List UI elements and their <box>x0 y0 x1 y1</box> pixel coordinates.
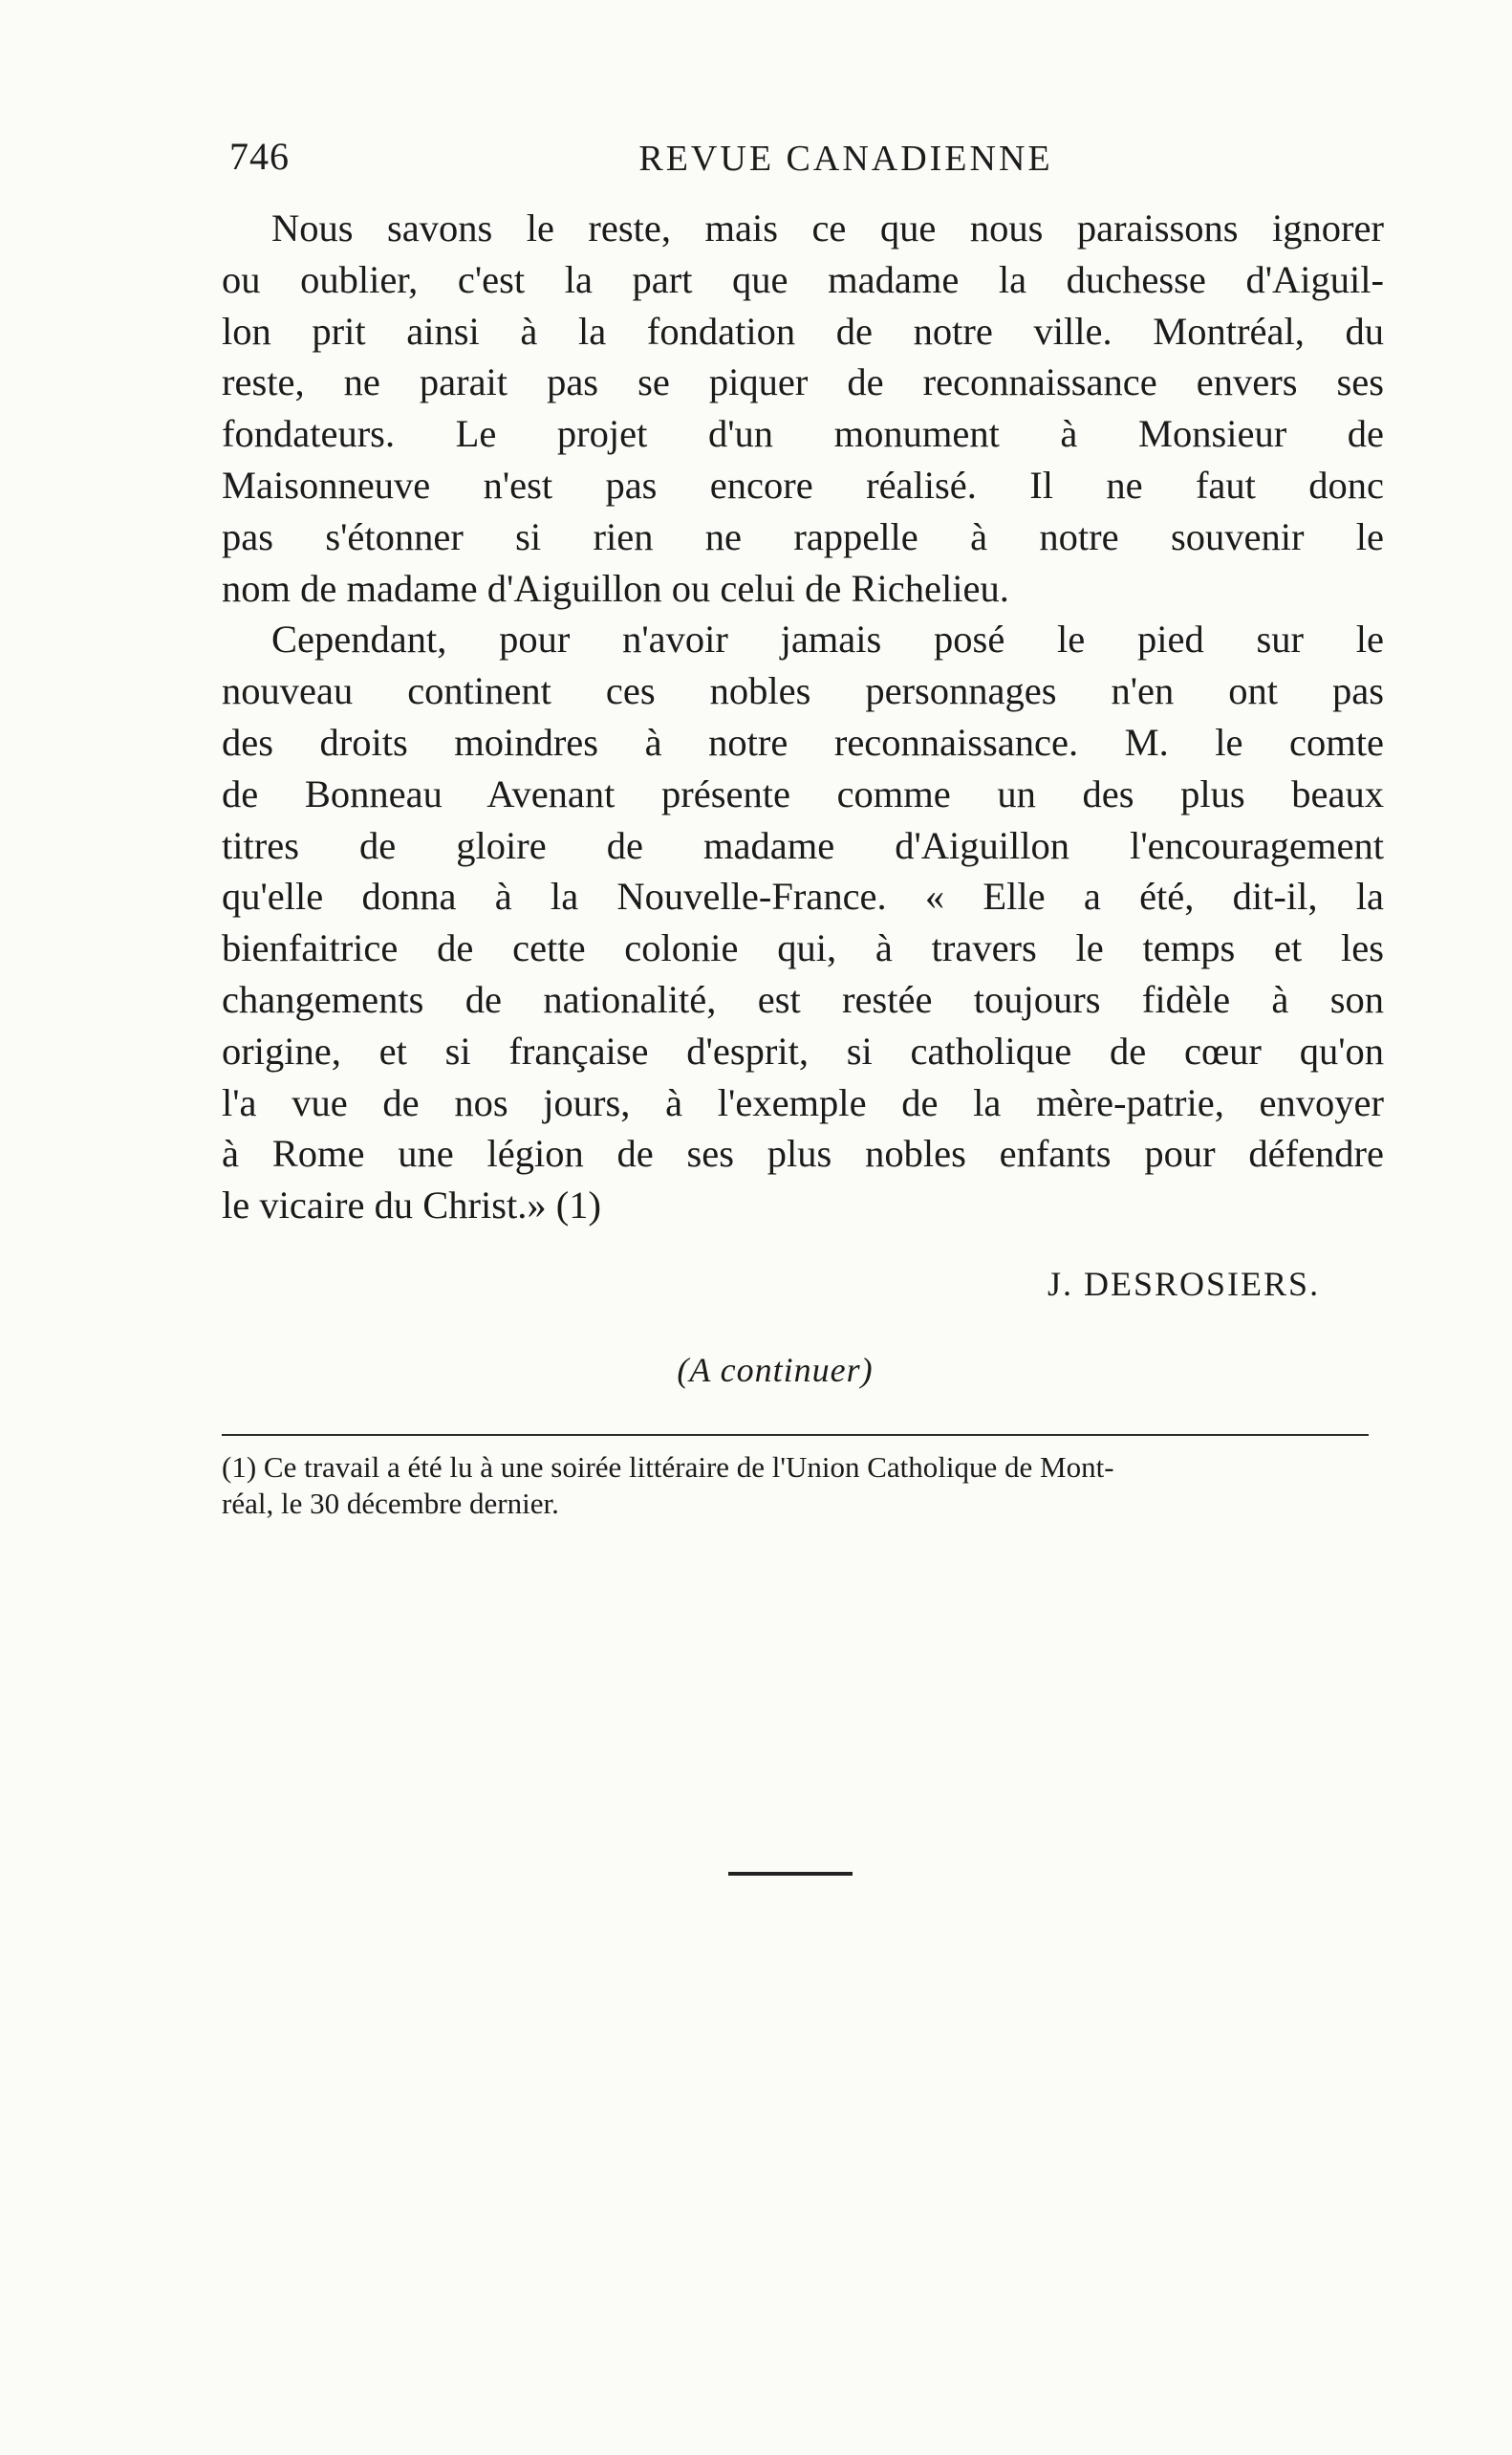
continuation-note: (A continuer) <box>677 1351 874 1389</box>
text-line: de Bonneau Avenant présente comme un des plus beaux <box>222 771 1384 815</box>
closing-rule <box>728 1872 853 1876</box>
text-line: des droits moindres à notre reconnaissance. M. le comte <box>222 720 1384 764</box>
text-line: titres de gloire de madame d'Aiguillon l'encouragement <box>222 823 1384 867</box>
footnote-line: réal, le 30 décembre dernier. <box>222 1487 559 1520</box>
text-line: nom de madame d'Aiguillon ou celui de Richelieu. <box>222 566 1009 610</box>
text-line: ou oublier, c'est la part que madame la duchesse d'Aiguil- <box>222 257 1384 301</box>
text-line: Nous savons le reste, mais ce que nous paraissons ignorer <box>271 206 1384 250</box>
text-line: lon prit ainsi à la fondation de notre ville. Montréal, du <box>222 309 1384 353</box>
text-line: origine, et si française d'esprit, si catholique de cœur qu'on <box>222 1029 1384 1073</box>
footnote-line: (1) Ce travail a été lu à une soirée littéraire de l'Union Catholique de Mont- <box>222 1450 1114 1484</box>
footnote-divider <box>222 1434 1369 1436</box>
running-title: REVUE CANADIENNE <box>638 139 1053 179</box>
text-line: pas s'étonner si rien ne rappelle à notre souvenir le <box>222 514 1384 558</box>
text-line: bienfaitrice de cette colonie qui, à travers le temps et les <box>222 926 1384 970</box>
footnote <box>222 1449 1384 1522</box>
paragraph-2 <box>222 614 1384 1231</box>
text-line: nouveau continent ces nobles personnages n'en ont pas <box>222 669 1384 713</box>
text-line: reste, ne parait pas se piquer de reconnaissance envers ses <box>222 360 1384 404</box>
page-number: 746 <box>229 135 290 178</box>
text-line: l'a vue de nos jours, à l'exemple de la mère-patrie, envoyer <box>222 1080 1384 1124</box>
text-line: Cependant, pour n'avoir jamais posé le pied sur le <box>271 618 1384 662</box>
text-line: le vicaire du Christ.» (1) <box>222 1184 602 1228</box>
author-signature: J. DESROSIERS. <box>1048 1265 1321 1303</box>
paragraph-1 <box>222 203 1384 614</box>
article-body <box>222 203 1384 1231</box>
text-line: à Rome une légion de ses plus nobles enfants pour défendre <box>222 1132 1384 1176</box>
text-line: changements de nationalité, est restée toujours fidèle à son <box>222 977 1384 1021</box>
text-line: qu'elle donna à la Nouvelle-France. « Elle a été, dit-il, la <box>222 875 1384 919</box>
text-line: fondateurs. Le projet d'un monument à Monsieur de <box>222 412 1384 456</box>
page-header <box>222 134 1384 191</box>
text-line: Maisonneuve n'est pas encore réalisé. Il ne faut donc <box>222 463 1384 507</box>
